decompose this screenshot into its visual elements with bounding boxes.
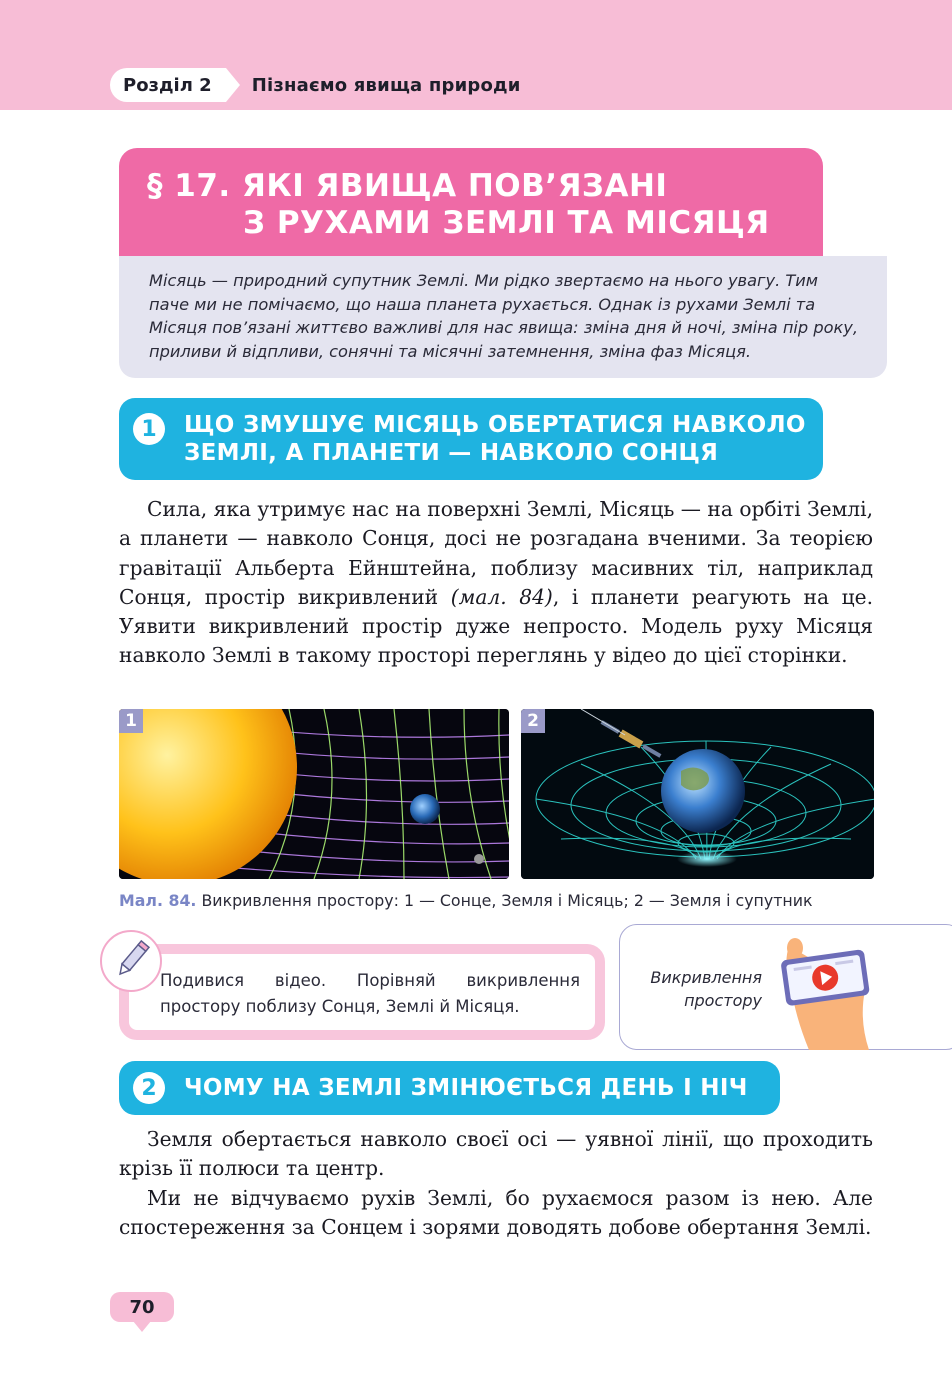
paragraph-title xyxy=(119,148,823,256)
section1-header xyxy=(119,398,823,480)
figure-photo-sun-earth xyxy=(119,709,509,879)
paragraph-title-line1: § 17. ЯКІ ЯВИЩА ПОВ’ЯЗАНІ xyxy=(147,168,668,204)
intro-box xyxy=(119,256,887,378)
spacetime-earth-illustration xyxy=(521,709,874,879)
section2-number: 2 xyxy=(133,1072,165,1104)
section1-text-after: , і планети реагують на це. Уявити викривлений простір дуже непросто. Модель руху Місяця навколо Землі в такому просторі переглянь у відео до цієї сторінки. xyxy=(119,584,873,668)
section1-title-line2: ЗЕМЛІ, А ПЛАНЕТИ — НАВКОЛО СОНЦЯ xyxy=(184,440,719,466)
spacetime-sun-illustration xyxy=(119,709,509,879)
figure-caption-label: Мал. 84. xyxy=(119,891,197,910)
figure-reference: (мал. 84) xyxy=(450,584,553,609)
chapter-tag: Розділ 2 xyxy=(110,68,226,102)
figure-photo-earth-satellite xyxy=(521,709,874,879)
section1-text-before: Сила, яка утримує нас на поверхні Землі, Місяць — на орбіті Землі, а планети — навколо Сонця, досі не розгадана вченими. За теорією гравітації Альберта Ейнштейна, поблизу масивних тіл, наприклад Сонця, простір викривлений xyxy=(119,497,873,609)
photo2-number: 2 xyxy=(521,709,545,733)
intro-text: Місяць — природний супутник Землі. Ми рідко звертаємо на нього увагу. Тим паче ми не помічаємо, що наша планета рухається. Однак із рухами Землі та Місяця пов’язані життєво важливі для нас явища: зміна дня й ночі, зміна пір року, приливи й відпливи, сонячні та місячні затемнення, зміна фаз Місяця. xyxy=(149,271,859,361)
figure-caption xyxy=(119,891,813,910)
section2-body xyxy=(119,1125,873,1242)
section1-body xyxy=(119,495,873,671)
chapter-title: Пізнаємо явища природи xyxy=(251,74,521,96)
figure-caption-text: Викривлення простору: 1 — Сонце, Земля і Місяць; 2 — Земля і супутник xyxy=(196,891,813,910)
photo1-number: 1 xyxy=(119,709,143,733)
chapter-breadcrumb xyxy=(110,68,521,102)
pencil-icon xyxy=(100,930,162,992)
section2-header xyxy=(119,1061,780,1115)
section1-title-line1: ЩО ЗМУШУЄ МІСЯЦЬ ОБЕРТАТИСЯ НАВКОЛО xyxy=(184,412,806,438)
section1-paragraph xyxy=(119,495,873,671)
section2-paragraph2: Ми не відчуваємо рухів Землі, бо рухаємося разом із нею. Але спостереження за Сонцем і зорями доводять добове обертання Землі. xyxy=(119,1185,873,1239)
paragraph-title-line2: З РУХАМИ ЗЕМЛІ ТА МІСЯЦЯ xyxy=(243,205,770,241)
page-number: 70 xyxy=(110,1292,174,1322)
section1-title xyxy=(184,411,806,467)
play-video-icon[interactable] xyxy=(775,936,885,1050)
task-text: Подивися відео. Порівняй викривлення простору поблизу Сонця, Землі й Місяця. xyxy=(160,971,580,1016)
video-label[interactable]: Викривлення простору xyxy=(650,968,762,1010)
page-number-tail xyxy=(133,1321,151,1332)
section2-paragraph1: Земля обертається навколо своєї осі — уявної лінії, що проходить крізь її полюси та центр. xyxy=(119,1127,873,1181)
section2-title: ЧОМУ НА ЗЕМЛІ ЗМІНЮЄТЬСЯ ДЕНЬ І НІЧ xyxy=(184,1075,748,1101)
section1-number: 1 xyxy=(133,413,165,445)
